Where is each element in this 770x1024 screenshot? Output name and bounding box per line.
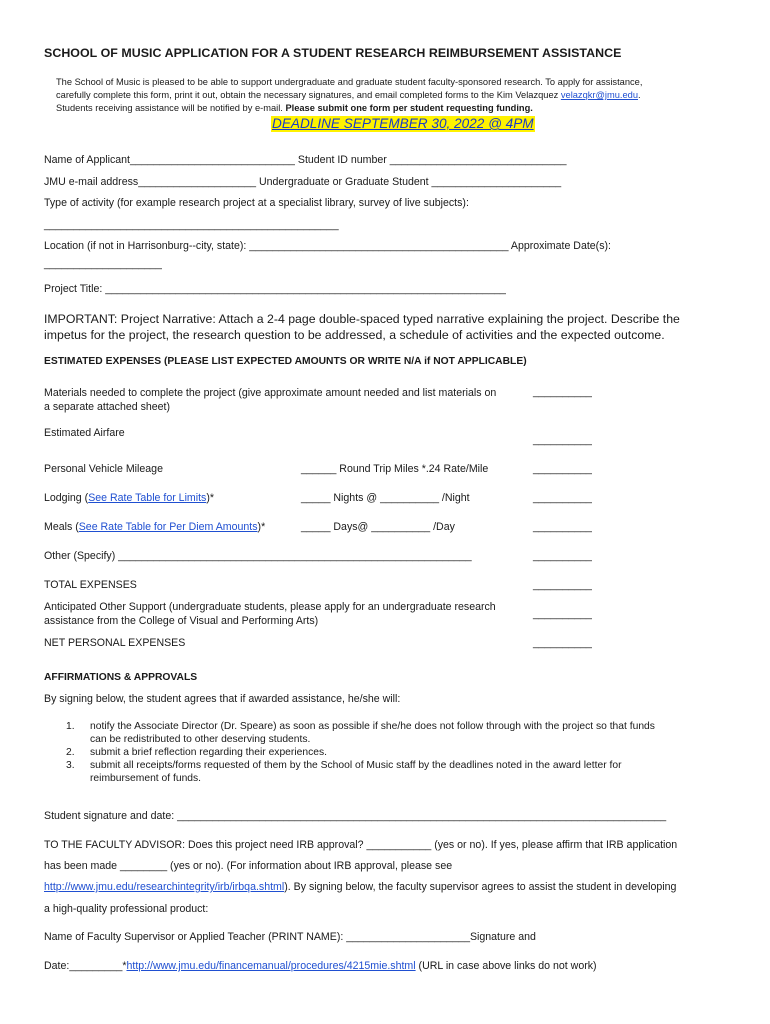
project-title-field[interactable]: Project Title: ____________________________________________________________________ xyxy=(44,283,506,295)
materials-amount[interactable]: __________ xyxy=(533,386,592,398)
lodging-text-end: )* xyxy=(206,492,215,504)
list-item-line: submit a brief reflection regarding their experiences. xyxy=(90,747,327,758)
support-label-2: assistance from the College of Visual and Performing Arts) xyxy=(44,615,319,627)
mileage-amount[interactable]: __________ xyxy=(533,463,592,475)
intro-line-3-bold: Please submit one form per student requesting funding. xyxy=(285,103,533,113)
intro-line-3-text: Students receiving assistance will be notified by e-mail. xyxy=(56,103,286,113)
meals-amount[interactable]: __________ xyxy=(533,521,592,533)
intro-line-2-end: . xyxy=(638,90,641,100)
mileage-input[interactable]: ______ Round Trip Miles *.24 Rate/Mile xyxy=(301,463,489,475)
advisor-date-field[interactable]: Date:_________* xyxy=(44,960,127,972)
list-item xyxy=(66,759,655,785)
advisor-line-4: a high-quality professional product: xyxy=(44,903,209,915)
intro-line-2 xyxy=(56,89,641,102)
intro-line-2-text: carefully complete this form, print it out, obtain the necessary signatures, and email completed forms to the Kim Velazquez xyxy=(56,90,561,100)
advisor-irb-line[interactable]: TO THE FACULTY ADVISOR: Does this project need IRB approval? ___________ (yes or no). If yes, please affirm that IRB application xyxy=(44,839,678,851)
meals-input[interactable]: _____ Days@ __________ /Day xyxy=(301,521,455,533)
airfare-label: Estimated Airfare xyxy=(44,427,125,439)
list-number: 3. xyxy=(66,760,75,771)
meals-text-end: )* xyxy=(257,521,266,533)
total-label: TOTAL EXPENSES xyxy=(44,579,137,591)
advisor-irb-line-2[interactable]: has been made ________ (yes or no). (For information about IRB approval, please see xyxy=(44,860,453,872)
other-amount[interactable]: __________ xyxy=(533,550,592,562)
finance-manual-link[interactable]: http://www.jmu.edu/financemanual/procedures/4215mie.shtml xyxy=(126,960,416,972)
url-note: (URL in case above links do not work) xyxy=(415,960,597,972)
net-label: NET PERSONAL EXPENSES xyxy=(44,637,186,649)
intro-line-3 xyxy=(56,102,533,115)
affirmations-list xyxy=(66,720,655,785)
list-item-line: reimbursement of funds. xyxy=(90,773,202,784)
list-number: 2. xyxy=(66,747,75,758)
activity-type-label: Type of activity (for example research project at a specialist library, survey of live subjects): xyxy=(44,197,469,209)
important-line-1: IMPORTANT: Project Narrative: Attach a 2-4 page double-spaced typed narrative explaining the project. Describe the xyxy=(44,312,680,326)
airfare-amount[interactable]: __________ xyxy=(533,434,592,446)
meals-label xyxy=(44,521,265,533)
intro-line-1: The School of Music is pleased to be able to support undergraduate and graduate student faculty-sponsored research. To apply for assistance, xyxy=(56,77,643,87)
meals-text: Meals ( xyxy=(44,521,79,533)
activity-type-field[interactable]: __________________________________________________ xyxy=(44,219,339,231)
contact-email-link[interactable]: velazqkr@jmu.edu xyxy=(560,90,639,100)
lodging-rate-link[interactable]: See Rate Table for Limits xyxy=(88,492,207,504)
email-field[interactable]: JMU e-mail address____________________ Undergraduate or Graduate Student ______________________ xyxy=(44,176,562,188)
important-line-2: impetus for the project, the research question to be addressed, a schedule of activities and the expected outcome. xyxy=(44,328,665,342)
expenses-heading: ESTIMATED EXPENSES (PLEASE LIST EXPECTED AMOUNTS OR WRITE N/A if NOT APPLICABLE) xyxy=(44,356,527,367)
lodging-amount[interactable]: __________ xyxy=(533,492,592,504)
support-amount[interactable]: __________ xyxy=(533,608,592,620)
lodging-input[interactable]: _____ Nights @ __________ /Night xyxy=(301,492,470,504)
lodging-text: Lodging ( xyxy=(44,492,89,504)
list-item xyxy=(66,746,655,759)
mileage-label: Personal Vehicle Mileage xyxy=(44,463,163,475)
supervisor-name-field[interactable]: Name of Faculty Supervisor or Applied Teacher (PRINT NAME): _____________________Signature and xyxy=(44,931,536,943)
deadline-banner: DEADLINE SEPTEMBER 30, 2022 @ 4PM xyxy=(272,116,534,131)
materials-label-2: a separate attached sheet) xyxy=(44,401,171,413)
list-item-line: submit all receipts/forms requested of them by the School of Music staff by the deadlines noted in the award letter for xyxy=(90,760,622,771)
support-label-1: Anticipated Other Support (undergraduate students, please apply for an undergraduate research xyxy=(44,601,496,613)
student-signature-field[interactable]: Student signature and date: ___________________________________________________________________________________ xyxy=(44,810,667,822)
other-field[interactable]: Other (Specify) ____________________________________________________________ xyxy=(44,550,472,562)
date-field[interactable]: ____________________ xyxy=(44,258,162,270)
irb-info-link[interactable]: http://www.jmu.edu/researchintegrity/irb/irbqa.shtml xyxy=(44,881,285,893)
affirmations-intro: By signing below, the student agrees that if awarded assistance, he/she will: xyxy=(44,693,401,705)
list-item-line: can be redistributed to other deserving students. xyxy=(90,734,311,745)
form-title: SCHOOL OF MUSIC APPLICATION FOR A STUDENT RESEARCH REIMBURSEMENT ASSISTANCE xyxy=(44,46,622,60)
materials-label-1: Materials needed to complete the project (give approximate amount needed and list materials on xyxy=(44,387,497,399)
list-item-line: notify the Associate Director (Dr. Speare) as soon as possible if she/he does not follow through with the project so that funds xyxy=(90,721,655,732)
advisor-date-line xyxy=(44,960,597,972)
list-number: 1. xyxy=(66,721,75,732)
affirmations-heading: AFFIRMATIONS & APPROVALS xyxy=(44,672,198,683)
lodging-label xyxy=(44,492,214,504)
location-field[interactable]: Location (if not in Harrisonburg--city, state): ____________________________________________ Approximate Date(s): xyxy=(44,240,611,252)
advisor-line-3-text: ). By signing below, the faculty supervisor agrees to assist the student in developing xyxy=(284,881,677,893)
meals-rate-link[interactable]: See Rate Table for Per Diem Amounts xyxy=(78,521,258,533)
net-amount[interactable]: __________ xyxy=(533,637,592,649)
list-item xyxy=(66,720,655,746)
applicant-name-field[interactable]: Name of Applicant____________________________ Student ID number ______________________________ xyxy=(44,154,567,166)
total-amount[interactable]: __________ xyxy=(533,579,592,591)
advisor-line-3 xyxy=(44,881,676,893)
